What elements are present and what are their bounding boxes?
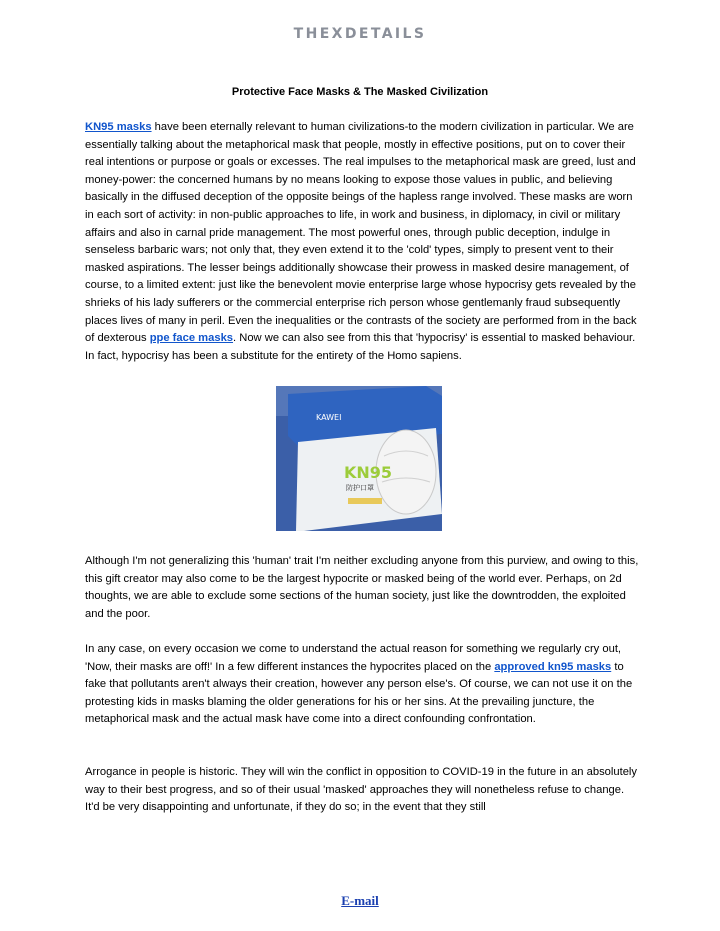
paragraph-3 <box>85 641 640 729</box>
approved-kn95-masks-link[interactable]: approved kn95 masks <box>494 660 612 673</box>
paragraph-1-text-b: . Now we can also see from this that 'hypocrisy' is essential to masked behaviour. In fact, hypocrisy has been a substitute for the entirety of the Homo sapiens. <box>85 332 636 362</box>
paragraph-1 <box>85 119 640 365</box>
article-title: Protective Face Masks & The Masked Civilization <box>231 86 489 98</box>
kn95-masks-link[interactable]: KN95 masks <box>85 121 152 133</box>
box-chinese-text: 防护口罩 <box>346 484 374 492</box>
paragraph-4: Arrogance in people is historic. They will win the conflict in opposition to COVID-19 in the future in an absolutely way to their best progress, and so of their usual 'masked' approaches they will nonetheless refuse to change. It'd be very disappointing and unfortunate, if they do so; in the event that they still <box>85 766 638 814</box>
paragraph-1-text-a: have been eternally relevant to human civilizations-to the modern civilization in particular. We are essentially talking about the metaphorical mask that people, mostly in effective positions, put on to cover their real intentions or purpose or goals or excesses. The real impulses to the metaphorical mask are greed, lust and money-power: the concerned humans by no means looking to expose those values in public, and believing basically in the diffused deception of the opposite beings of the hapless range involved. These masks are worn in each sort of activity: in non-public approaches to life, in work and business, in diplomacy, in civil or military affairs and also in carnal pride management. The most powerful ones, through public deception, indulge in senseless barbaric wars; not only that, they even extend it to the 'cold' types, simply to present vent to their masked aspirations. The lesser beings additionally showcase their prowess in masked desire management, of course, to a limited extent: just like the benevolent movie enterprise large whose hypocrisy gets revealed by the shrieks of his lady sufferers or the commercial enterprise rich person whose gentlemanly fraud subsequently places lives of many in peril. Even the inequalities or the contrasts of the society are performed from in the back of dexterous <box>85 121 637 345</box>
box-kn95-text: KN95 <box>344 463 393 482</box>
footer <box>0 893 720 909</box>
paragraph-2: Although I'm not generalizing this 'human' trait I'm neither excluding anyone from this purview, and owing to this, this gift creator may also come to be the largest hypocrite or masked being of the world ever. Perhaps, on 2d thoughts, we are able to exclude some sections of the human society, just like the downtrodden, the exploited and the poor. <box>85 555 639 620</box>
ppe-face-masks-link[interactable]: ppe face masks <box>149 332 234 345</box>
box-brand-text: KAWEI <box>316 413 342 422</box>
paragraph-3-text-a: In any case, on every occasion we come to understand the actual reason for something we regularly cry out, 'Now, their masks are off!' In a few different instances the hypocrites placed on the <box>85 643 622 673</box>
email-link[interactable]: E-mail <box>341 893 379 908</box>
kn95-box-photo <box>276 386 442 531</box>
site-brand[interactable]: THEXDETAILS <box>293 26 427 42</box>
paragraph-3-text-b: to fake that pollutants aren't always their creation, however any person else's. Of course, we can not use it on the protesting kids in masks blaming the older generations for his or her sins. At the prevailing juncture, the metaphorical mask and the actual mask have come into a direct confounding confrontation. <box>85 660 633 726</box>
